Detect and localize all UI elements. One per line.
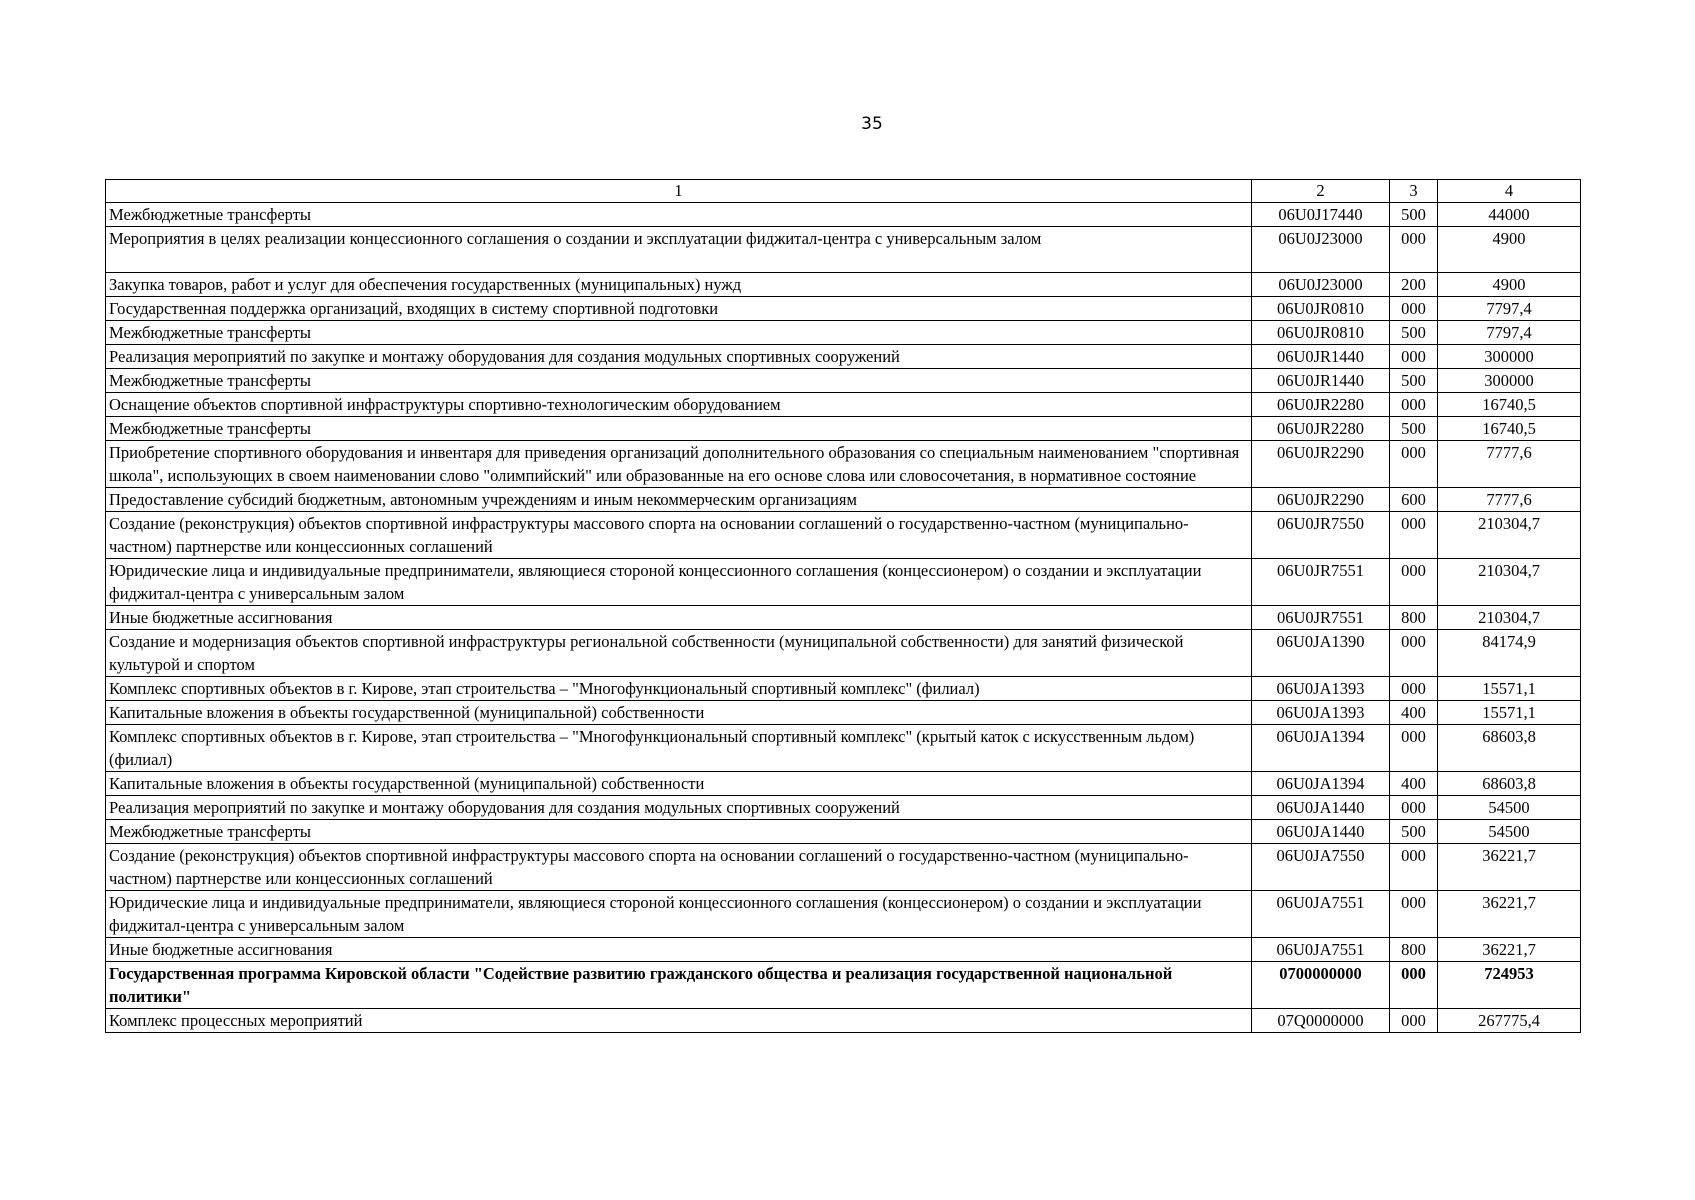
row-sum: 7777,6: [1438, 441, 1581, 488]
row-sum: 300000: [1438, 369, 1581, 393]
table-row: [106, 844, 1581, 891]
row-type: 400: [1390, 701, 1438, 725]
row-sum: 7777,6: [1438, 488, 1581, 512]
row-type: 500: [1390, 203, 1438, 227]
row-code: 06U0JR1440: [1252, 345, 1390, 369]
row-type: 000: [1390, 796, 1438, 820]
row-sum: 36221,7: [1438, 844, 1581, 891]
table-row: [106, 369, 1581, 393]
row-sum: 16740,5: [1438, 417, 1581, 441]
row-sum: 54500: [1438, 796, 1581, 820]
row-name: Иные бюджетные ассигнования: [106, 606, 1252, 630]
row-code: 06U0JA7551: [1252, 891, 1390, 938]
table-body: [106, 203, 1581, 1033]
row-sum: 4900: [1438, 273, 1581, 297]
table-row: [106, 677, 1581, 701]
row-sum: 724953: [1438, 962, 1581, 1009]
row-type: 200: [1390, 273, 1438, 297]
table-header-row: [106, 180, 1581, 203]
row-sum: 68603,8: [1438, 725, 1581, 772]
row-type: 000: [1390, 512, 1438, 559]
row-type: 000: [1390, 559, 1438, 606]
row-code: 06U0JA7550: [1252, 844, 1390, 891]
row-name: Предоставление субсидий бюджетным, автономным учреждениям и иным некоммерческим организациям: [106, 488, 1252, 512]
row-type: 400: [1390, 772, 1438, 796]
row-sum: 68603,8: [1438, 772, 1581, 796]
page-number: 35: [861, 114, 883, 134]
row-type: 000: [1390, 725, 1438, 772]
row-type: 500: [1390, 820, 1438, 844]
row-sum: 267775,4: [1438, 1009, 1581, 1033]
table-row: [106, 321, 1581, 345]
header-col-1: 1: [106, 180, 1252, 203]
table-row: [106, 297, 1581, 321]
row-code: 06U0JR2280: [1252, 417, 1390, 441]
row-type: 500: [1390, 369, 1438, 393]
row-name: Межбюджетные трансферты: [106, 417, 1252, 441]
table-row: [106, 441, 1581, 488]
row-name: Государственная программа Кировской области "Содействие развитию гражданского общества и реализация государственной национальной политики": [106, 962, 1252, 1009]
row-code: 06U0JA1390: [1252, 630, 1390, 677]
row-type: 000: [1390, 345, 1438, 369]
row-code: 06U0JR1440: [1252, 369, 1390, 393]
row-name: Иные бюджетные ассигнования: [106, 938, 1252, 962]
row-code: 06U0JA1394: [1252, 725, 1390, 772]
table-row: [106, 393, 1581, 417]
row-type: 500: [1390, 417, 1438, 441]
header-col-4: 4: [1438, 180, 1581, 203]
row-name: Межбюджетные трансферты: [106, 203, 1252, 227]
table-row: [106, 891, 1581, 938]
row-name: Создание (реконструкция) объектов спортивной инфраструктуры массового спорта на основании соглашений о государственно-частном (муниципально-частном) партнерстве или концессионных соглашений: [106, 844, 1252, 891]
row-sum: 4900: [1438, 227, 1581, 273]
row-type: 000: [1390, 630, 1438, 677]
row-type: 000: [1390, 962, 1438, 1009]
table-row: [106, 417, 1581, 441]
header-col-3: 3: [1390, 180, 1438, 203]
row-name: Юридические лица и индивидуальные предприниматели, являющиеся стороной концессионного соглашения (концессионером) о создании и эксплуатации фиджитал-центра с универсальным залом: [106, 891, 1252, 938]
row-code: 06U0JA1393: [1252, 677, 1390, 701]
row-type: 000: [1390, 677, 1438, 701]
row-type: 800: [1390, 938, 1438, 962]
row-type: 000: [1390, 441, 1438, 488]
row-code: 06U0JA7551: [1252, 938, 1390, 962]
table-row: [106, 559, 1581, 606]
row-name: Государственная поддержка организаций, входящих в систему спортивной подготовки: [106, 297, 1252, 321]
row-code: 06U0J23000: [1252, 227, 1390, 273]
row-type: 800: [1390, 606, 1438, 630]
row-name: Приобретение спортивного оборудования и инвентаря для приведения организаций дополнительного образования со специальным наименованием "спортивная школа", использующих в своем наименовании слово "олимпийский" или образованные на его основе слова или словосочетания, в нормативное состояние: [106, 441, 1252, 488]
row-type: 000: [1390, 393, 1438, 417]
table-row: [106, 203, 1581, 227]
row-code: 06U0JR2280: [1252, 393, 1390, 417]
table-row: [106, 820, 1581, 844]
row-code: 06U0JA1440: [1252, 796, 1390, 820]
row-name: Комплекс спортивных объектов в г. Кирове, этап строительства – "Многофункциональный спортивный комплекс" (крытый каток с искусственным льдом) (филиал): [106, 725, 1252, 772]
table-row: [106, 606, 1581, 630]
row-code: 07Q0000000: [1252, 1009, 1390, 1033]
row-sum: 300000: [1438, 345, 1581, 369]
row-type: 000: [1390, 891, 1438, 938]
row-code: 06U0JR2290: [1252, 441, 1390, 488]
row-name: Юридические лица и индивидуальные предприниматели, являющиеся стороной концессионного соглашения (концессионером) о создании и эксплуатации фиджитал-центра с универсальным залом: [106, 559, 1252, 606]
table-row: [106, 796, 1581, 820]
row-name: Создание (реконструкция) объектов спортивной инфраструктуры массового спорта на основании соглашений о государственно-частном (муниципально-частном) партнерстве или концессионных соглашений: [106, 512, 1252, 559]
budget-table: [105, 179, 1581, 1033]
row-code: 06U0JR7551: [1252, 559, 1390, 606]
row-code: 06U0JR2290: [1252, 488, 1390, 512]
row-name: Капитальные вложения в объекты государственной (муниципальной) собственности: [106, 701, 1252, 725]
row-name: Создание и модернизация объектов спортивной инфраструктуры региональной собственности (муниципальной собственности) для занятий физической культурой и спортом: [106, 630, 1252, 677]
table-row: [106, 1009, 1581, 1033]
row-code: 06U0JR0810: [1252, 321, 1390, 345]
row-code: 06U0JR7551: [1252, 606, 1390, 630]
row-name: Реализация мероприятий по закупке и монтажу оборудования для создания модульных спортивных сооружений: [106, 345, 1252, 369]
row-type: 000: [1390, 844, 1438, 891]
table-row: [106, 772, 1581, 796]
row-sum: 15571,1: [1438, 701, 1581, 725]
row-name: Комплекс процессных мероприятий: [106, 1009, 1252, 1033]
row-name: Капитальные вложения в объекты государственной (муниципальной) собственности: [106, 772, 1252, 796]
row-sum: 210304,7: [1438, 606, 1581, 630]
row-code: 06U0JR0810: [1252, 297, 1390, 321]
table-row: [106, 273, 1581, 297]
row-code: 06U0JR7550: [1252, 512, 1390, 559]
row-code: 06U0JA1394: [1252, 772, 1390, 796]
table-row: [106, 345, 1581, 369]
row-name: Оснащение объектов спортивной инфраструктуры спортивно-технологическим оборудованием: [106, 393, 1252, 417]
row-name: Мероприятия в целях реализации концессионного соглашения о создании и эксплуатации фиджитал-центра с универсальным залом: [106, 227, 1252, 273]
table-row: [106, 227, 1581, 273]
row-sum: 15571,1: [1438, 677, 1581, 701]
row-sum: 36221,7: [1438, 938, 1581, 962]
row-sum: 210304,7: [1438, 559, 1581, 606]
header-col-2: 2: [1252, 180, 1390, 203]
row-name: Реализация мероприятий по закупке и монтажу оборудования для создания модульных спортивных сооружений: [106, 796, 1252, 820]
row-sum: 7797,4: [1438, 321, 1581, 345]
row-name: Межбюджетные трансферты: [106, 369, 1252, 393]
row-type: 000: [1390, 227, 1438, 273]
row-type: 600: [1390, 488, 1438, 512]
table-row: [106, 512, 1581, 559]
row-sum: 84174,9: [1438, 630, 1581, 677]
row-name: Комплекс спортивных объектов в г. Кирове, этап строительства – "Многофункциональный спортивный комплекс" (филиал): [106, 677, 1252, 701]
row-sum: 44000: [1438, 203, 1581, 227]
row-name: Межбюджетные трансферты: [106, 321, 1252, 345]
table-row: [106, 938, 1581, 962]
row-name: Межбюджетные трансферты: [106, 820, 1252, 844]
row-code: 06U0JA1440: [1252, 820, 1390, 844]
table-row: [106, 962, 1581, 1009]
row-code: 0700000000: [1252, 962, 1390, 1009]
table-row: [106, 725, 1581, 772]
row-type: 000: [1390, 297, 1438, 321]
row-name: Закупка товаров, работ и услуг для обеспечения государственных (муниципальных) нужд: [106, 273, 1252, 297]
table-row: [106, 630, 1581, 677]
table-row: [106, 488, 1581, 512]
row-sum: 7797,4: [1438, 297, 1581, 321]
row-sum: 36221,7: [1438, 891, 1581, 938]
row-type: 500: [1390, 321, 1438, 345]
row-code: 06U0JA1393: [1252, 701, 1390, 725]
row-code: 06U0J17440: [1252, 203, 1390, 227]
row-type: 000: [1390, 1009, 1438, 1033]
row-code: 06U0J23000: [1252, 273, 1390, 297]
row-sum: 16740,5: [1438, 393, 1581, 417]
row-sum: 54500: [1438, 820, 1581, 844]
table-row: [106, 701, 1581, 725]
row-sum: 210304,7: [1438, 512, 1581, 559]
